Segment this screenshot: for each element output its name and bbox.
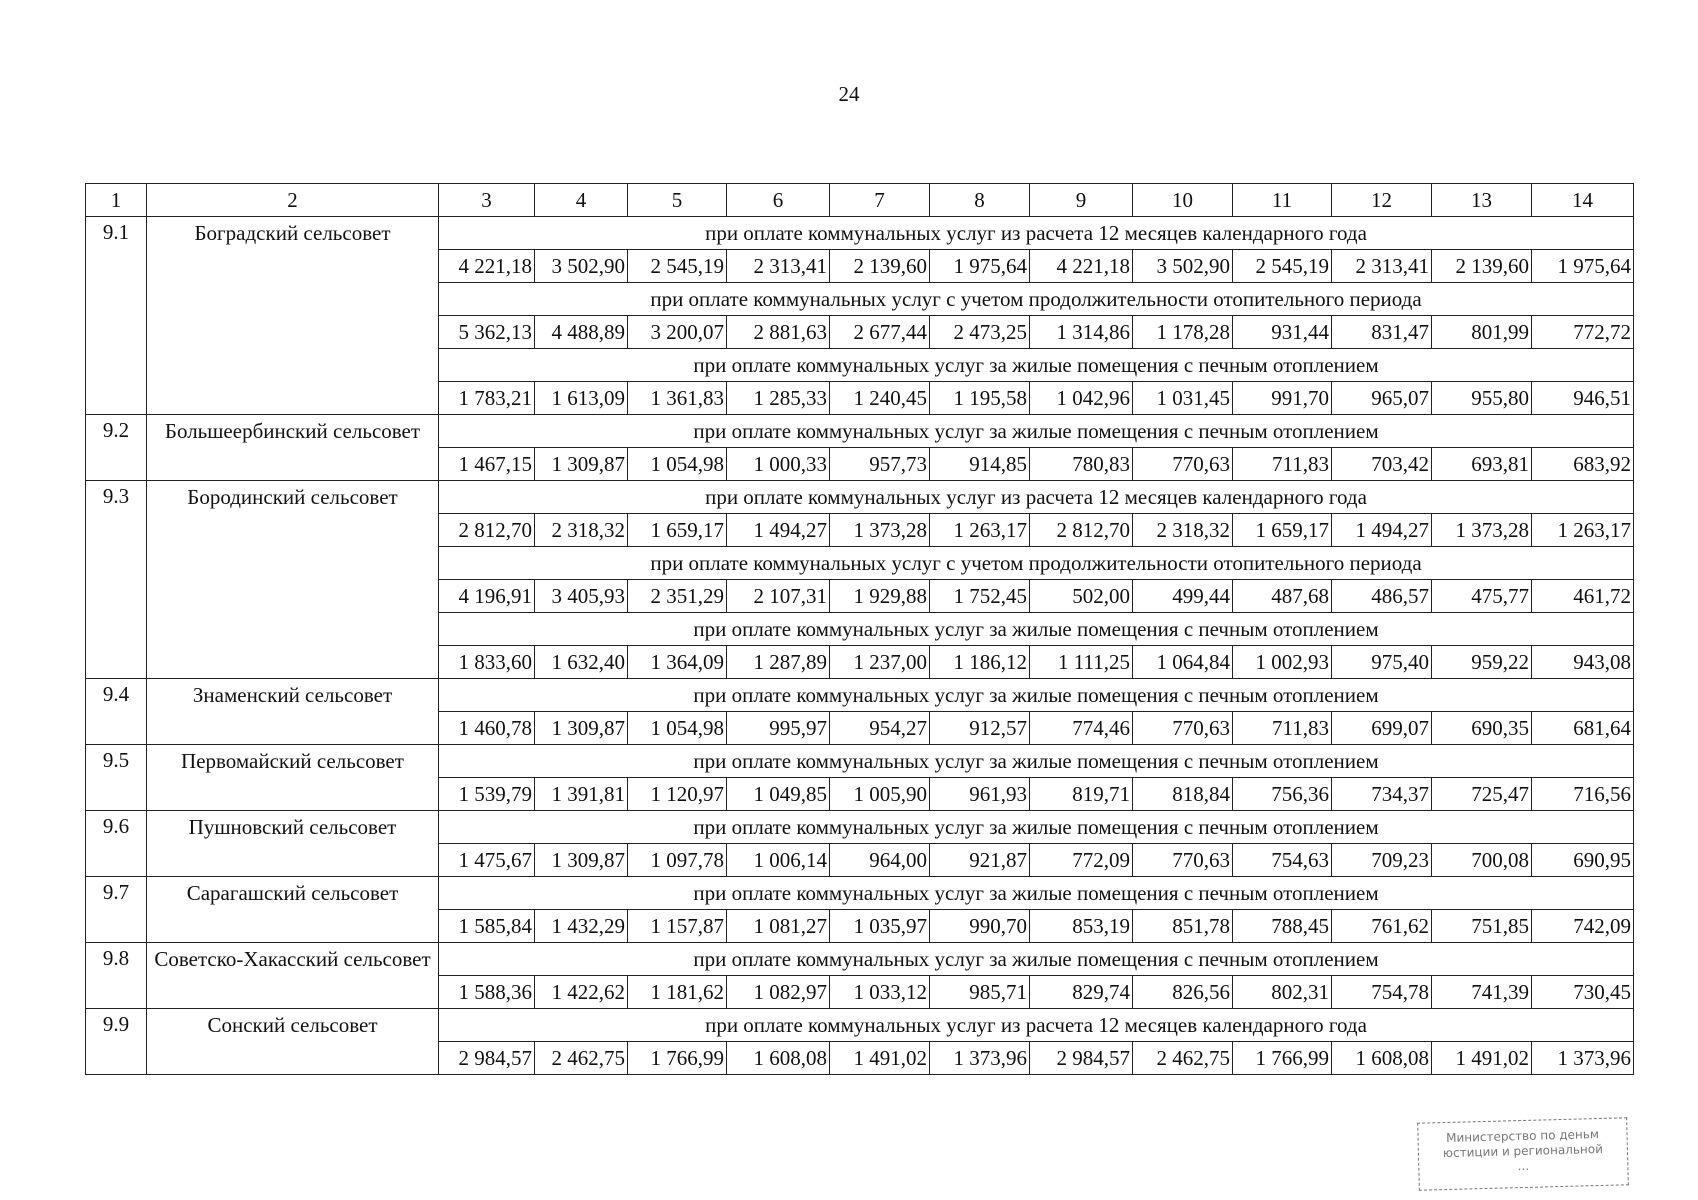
payment-mode-label: при оплате коммунальных услуг за жилые помещения с печным отоплением [439, 415, 1634, 448]
tariff-value: 772,09 [1030, 844, 1133, 877]
tariff-value: 829,74 [1030, 976, 1133, 1009]
tariff-value: 742,09 [1532, 910, 1634, 943]
tariff-value: 1 373,28 [1432, 514, 1532, 547]
tariff-value: 1 237,00 [830, 646, 930, 679]
tariff-value: 774,46 [1030, 712, 1133, 745]
tariff-value: 770,63 [1133, 844, 1233, 877]
mode-row [86, 679, 1634, 712]
tariff-value: 770,63 [1133, 448, 1233, 481]
tariff-value: 1 460,78 [439, 712, 535, 745]
tariff-value: 1 373,28 [830, 514, 930, 547]
header-cell: 14 [1532, 184, 1634, 217]
payment-mode-label: при оплате коммунальных услуг за жилые помещения с печным отоплением [439, 613, 1634, 646]
tariff-value: 2 313,41 [727, 250, 830, 283]
tariff-value: 1 422,62 [535, 976, 628, 1009]
settlement-name: Боградский сельсовет [147, 217, 439, 415]
entry-number: 9.5 [86, 745, 147, 811]
header-row [86, 184, 1634, 217]
tariff-value: 2 473,25 [930, 316, 1030, 349]
tariff-value: 1 491,02 [830, 1042, 930, 1075]
header-cell: 13 [1432, 184, 1532, 217]
tariff-value: 2 139,60 [1432, 250, 1532, 283]
entry-number: 9.8 [86, 943, 147, 1009]
tariff-value: 1 766,99 [1233, 1042, 1332, 1075]
tariff-value: 1 833,60 [439, 646, 535, 679]
tariff-value: 3 405,93 [535, 580, 628, 613]
tariff-value: 2 984,57 [1030, 1042, 1133, 1075]
tariff-value: 1 042,96 [1030, 382, 1133, 415]
tariff-value: 1 033,12 [830, 976, 930, 1009]
tariff-value: 1 659,17 [1233, 514, 1332, 547]
tariff-value: 690,95 [1532, 844, 1634, 877]
tariff-value: 1 181,62 [628, 976, 727, 1009]
tariff-value: 754,78 [1332, 976, 1432, 1009]
settlement-name: Бородинский сельсовет [147, 481, 439, 679]
tariff-value: 2 462,75 [535, 1042, 628, 1075]
tariff-value: 1 309,87 [535, 448, 628, 481]
entry-number: 9.3 [86, 481, 147, 679]
header-cell: 4 [535, 184, 628, 217]
tariff-value: 990,70 [930, 910, 1030, 943]
tariff-value: 772,72 [1532, 316, 1634, 349]
tariff-value: 2 881,63 [727, 316, 830, 349]
stamp-line: Министерство по деньм [1445, 1127, 1600, 1146]
tariff-value: 1 031,45 [1133, 382, 1233, 415]
tariff-value: 831,47 [1332, 316, 1432, 349]
tariff-value: 964,00 [830, 844, 930, 877]
mode-row [86, 415, 1634, 448]
mode-row [86, 811, 1634, 844]
mode-row [86, 217, 1634, 250]
tariff-value: 2 812,70 [439, 514, 535, 547]
tariff-value: 2 812,70 [1030, 514, 1133, 547]
header-cell: 8 [930, 184, 1030, 217]
mode-row [86, 1009, 1634, 1042]
header-cell: 6 [727, 184, 830, 217]
tariff-value: 3 200,07 [628, 316, 727, 349]
tariff-value: 1 766,99 [628, 1042, 727, 1075]
tariff-value: 954,27 [830, 712, 930, 745]
tariff-value: 754,63 [1233, 844, 1332, 877]
mode-row [86, 877, 1634, 910]
tariff-value: 1 309,87 [535, 844, 628, 877]
tariff-value: 1 588,36 [439, 976, 535, 1009]
tariff-value: 1 002,93 [1233, 646, 1332, 679]
tariff-value: 1 097,78 [628, 844, 727, 877]
tariff-value: 921,87 [930, 844, 1030, 877]
mode-row [86, 943, 1634, 976]
stamp-line: юстиции и региональной [1442, 1141, 1604, 1161]
tariff-value: 946,51 [1532, 382, 1634, 415]
tariff-value: 4 196,91 [439, 580, 535, 613]
tariff-value: 1 491,02 [1432, 1042, 1532, 1075]
tariff-value: 931,44 [1233, 316, 1332, 349]
tariff-value: 711,83 [1233, 712, 1332, 745]
payment-mode-label: при оплате коммунальных услуг за жилые помещения с печным отоплением [439, 349, 1634, 382]
tariff-value: 1 186,12 [930, 646, 1030, 679]
tariff-value: 502,00 [1030, 580, 1133, 613]
tariff-value: 1 539,79 [439, 778, 535, 811]
tariff-value: 853,19 [1030, 910, 1133, 943]
tariff-value: 2 139,60 [830, 250, 930, 283]
tariff-value: 1 494,27 [727, 514, 830, 547]
stamp-line: ... [1517, 1158, 1530, 1174]
mode-row [86, 745, 1634, 778]
tariff-value: 1 975,64 [1532, 250, 1634, 283]
tariff-value: 1 064,84 [1133, 646, 1233, 679]
tariff-value: 851,78 [1133, 910, 1233, 943]
tariff-value: 991,70 [1233, 382, 1332, 415]
tariff-value: 1 006,14 [727, 844, 830, 877]
entry-number: 9.9 [86, 1009, 147, 1075]
entry-number: 9.2 [86, 415, 147, 481]
tariff-value: 959,22 [1432, 646, 1532, 679]
tariff-value: 756,36 [1233, 778, 1332, 811]
tariff-value: 751,85 [1432, 910, 1532, 943]
settlement-name: Первомайский сельсовет [147, 745, 439, 811]
payment-mode-label: при оплате коммунальных услуг за жилые помещения с печным отоплением [439, 811, 1634, 844]
tariff-value: 957,73 [830, 448, 930, 481]
tariff-value: 802,31 [1233, 976, 1332, 1009]
tariff-value: 1 373,96 [1532, 1042, 1634, 1075]
tariff-value: 5 362,13 [439, 316, 535, 349]
settlement-name: Сарагашский сельсовет [147, 877, 439, 943]
ministry-stamp [1417, 1117, 1629, 1190]
header-cell: 7 [830, 184, 930, 217]
tariff-value: 1 263,17 [1532, 514, 1634, 547]
tariff-value: 1 608,08 [1332, 1042, 1432, 1075]
tariff-value: 1 120,97 [628, 778, 727, 811]
tariff-value: 1 035,97 [830, 910, 930, 943]
tariff-value: 2 984,57 [439, 1042, 535, 1075]
tariff-value: 681,64 [1532, 712, 1634, 745]
tariff-value: 2 351,29 [628, 580, 727, 613]
tariff-value: 475,77 [1432, 580, 1532, 613]
tariff-value: 826,56 [1133, 976, 1233, 1009]
tariff-value: 1 287,89 [727, 646, 830, 679]
tariff-value: 1 005,90 [830, 778, 930, 811]
entry-number: 9.6 [86, 811, 147, 877]
tariff-value: 965,07 [1332, 382, 1432, 415]
tariff-value: 801,99 [1432, 316, 1532, 349]
tariff-value: 4 488,89 [535, 316, 628, 349]
tariff-value: 1 178,28 [1133, 316, 1233, 349]
tariff-value: 788,45 [1233, 910, 1332, 943]
tariff-value: 912,57 [930, 712, 1030, 745]
tariff-value: 985,71 [930, 976, 1030, 1009]
header-cell: 9 [1030, 184, 1133, 217]
tariff-value: 3 502,90 [1133, 250, 1233, 283]
tariff-value: 1 494,27 [1332, 514, 1432, 547]
payment-mode-label: при оплате коммунальных услуг за жилые помещения с печным отоплением [439, 877, 1634, 910]
payment-mode-label: при оплате коммунальных услуг из расчета 12 месяцев календарного года [439, 481, 1634, 514]
payment-mode-label: при оплате коммунальных услуг из расчета 12 месяцев календарного года [439, 217, 1634, 250]
header-cell: 10 [1133, 184, 1233, 217]
tariff-value: 487,68 [1233, 580, 1332, 613]
header-cell: 5 [628, 184, 727, 217]
tariff-value: 819,71 [1030, 778, 1133, 811]
tariff-value: 1 240,45 [830, 382, 930, 415]
tariff-value: 716,56 [1532, 778, 1634, 811]
tariff-value: 961,93 [930, 778, 1030, 811]
payment-mode-label: при оплате коммунальных услуг за жилые помещения с печным отоплением [439, 679, 1634, 712]
page-number: 24 [838, 82, 860, 106]
tariff-value: 1 432,29 [535, 910, 628, 943]
tariff-value: 1 049,85 [727, 778, 830, 811]
tariff-value: 683,92 [1532, 448, 1634, 481]
mode-row [86, 481, 1634, 514]
tariff-value: 700,08 [1432, 844, 1532, 877]
settlement-name: Советско-Хакасский сельсовет [147, 943, 439, 1009]
settlement-name: Сонский сельсовет [147, 1009, 439, 1075]
payment-mode-label: при оплате коммунальных услуг из расчета 12 месяцев календарного года [439, 1009, 1634, 1042]
tariff-value: 461,72 [1532, 580, 1634, 613]
tariff-value: 2 677,44 [830, 316, 930, 349]
entry-number: 9.7 [86, 877, 147, 943]
tariff-value: 2 545,19 [1233, 250, 1332, 283]
header-cell: 12 [1332, 184, 1432, 217]
tariff-value: 1 314,86 [1030, 316, 1133, 349]
tariff-value: 1 081,27 [727, 910, 830, 943]
tariff-value: 725,47 [1432, 778, 1532, 811]
tariff-value: 709,23 [1332, 844, 1432, 877]
header-cell: 3 [439, 184, 535, 217]
tariff-value: 730,45 [1532, 976, 1634, 1009]
tariff-value: 2 318,32 [1133, 514, 1233, 547]
header-cell: 2 [147, 184, 439, 217]
tariff-value: 4 221,18 [1030, 250, 1133, 283]
tariff-value: 780,83 [1030, 448, 1133, 481]
tariff-value: 2 313,41 [1332, 250, 1432, 283]
tariff-value: 1 632,40 [535, 646, 628, 679]
tariff-value: 741,39 [1432, 976, 1532, 1009]
tariff-value: 914,85 [930, 448, 1030, 481]
tariff-value: 1 263,17 [930, 514, 1030, 547]
tariff-value: 995,97 [727, 712, 830, 745]
entry-number: 9.1 [86, 217, 147, 415]
tariff-value: 1 082,97 [727, 976, 830, 1009]
payment-mode-label: при оплате коммунальных услуг за жилые помещения с печным отоплением [439, 745, 1634, 778]
tariff-value: 1 000,33 [727, 448, 830, 481]
tariff-value: 499,44 [1133, 580, 1233, 613]
tariff-value: 734,37 [1332, 778, 1432, 811]
tariff-value: 703,42 [1332, 448, 1432, 481]
tariff-value: 770,63 [1133, 712, 1233, 745]
tariff-value: 1 975,64 [930, 250, 1030, 283]
tariff-value: 1 467,15 [439, 448, 535, 481]
tariff-value: 1 361,83 [628, 382, 727, 415]
tariff-value: 711,83 [1233, 448, 1332, 481]
tariff-value: 693,81 [1432, 448, 1532, 481]
tariff-value: 1 157,87 [628, 910, 727, 943]
tariff-value: 955,80 [1432, 382, 1532, 415]
tariff-value: 1 054,98 [628, 712, 727, 745]
tariff-value: 699,07 [1332, 712, 1432, 745]
tariff-value: 1 585,84 [439, 910, 535, 943]
tariff-table [85, 183, 1634, 1075]
payment-mode-label: при оплате коммунальных услуг с учетом продолжительности отопительного периода [439, 283, 1634, 316]
tariff-value: 2 318,32 [535, 514, 628, 547]
tariff-value: 690,35 [1432, 712, 1532, 745]
tariff-value: 1 364,09 [628, 646, 727, 679]
tariff-value: 486,57 [1332, 580, 1432, 613]
entry-number: 9.4 [86, 679, 147, 745]
tariff-value: 2 107,31 [727, 580, 830, 613]
settlement-name: Пушновский сельсовет [147, 811, 439, 877]
tariff-value: 1 373,96 [930, 1042, 1030, 1075]
tariff-value: 1 195,58 [930, 382, 1030, 415]
tariff-value: 975,40 [1332, 646, 1432, 679]
tariff-value: 3 502,90 [535, 250, 628, 283]
tariff-value: 1 659,17 [628, 514, 727, 547]
tariff-value: 2 462,75 [1133, 1042, 1233, 1075]
tariff-value: 4 221,18 [439, 250, 535, 283]
settlement-name: Большеербинский сельсовет [147, 415, 439, 481]
tariff-value: 1 613,09 [535, 382, 628, 415]
settlement-name: Знаменский сельсовет [147, 679, 439, 745]
tariff-value: 1 929,88 [830, 580, 930, 613]
tariff-value: 1 752,45 [930, 580, 1030, 613]
tariff-value: 818,84 [1133, 778, 1233, 811]
tariff-value: 1 054,98 [628, 448, 727, 481]
tariff-value: 1 391,81 [535, 778, 628, 811]
tariff-value: 1 309,87 [535, 712, 628, 745]
payment-mode-label: при оплате коммунальных услуг с учетом продолжительности отопительного периода [439, 547, 1634, 580]
tariff-value: 1 285,33 [727, 382, 830, 415]
tariff-value: 1 475,67 [439, 844, 535, 877]
tariff-value: 761,62 [1332, 910, 1432, 943]
tariff-value: 943,08 [1532, 646, 1634, 679]
tariff-value: 2 545,19 [628, 250, 727, 283]
header-cell: 1 [86, 184, 147, 217]
payment-mode-label: при оплате коммунальных услуг за жилые помещения с печным отоплением [439, 943, 1634, 976]
tariff-value: 1 783,21 [439, 382, 535, 415]
header-cell: 11 [1233, 184, 1332, 217]
tariff-value: 1 111,25 [1030, 646, 1133, 679]
tariff-value: 1 608,08 [727, 1042, 830, 1075]
